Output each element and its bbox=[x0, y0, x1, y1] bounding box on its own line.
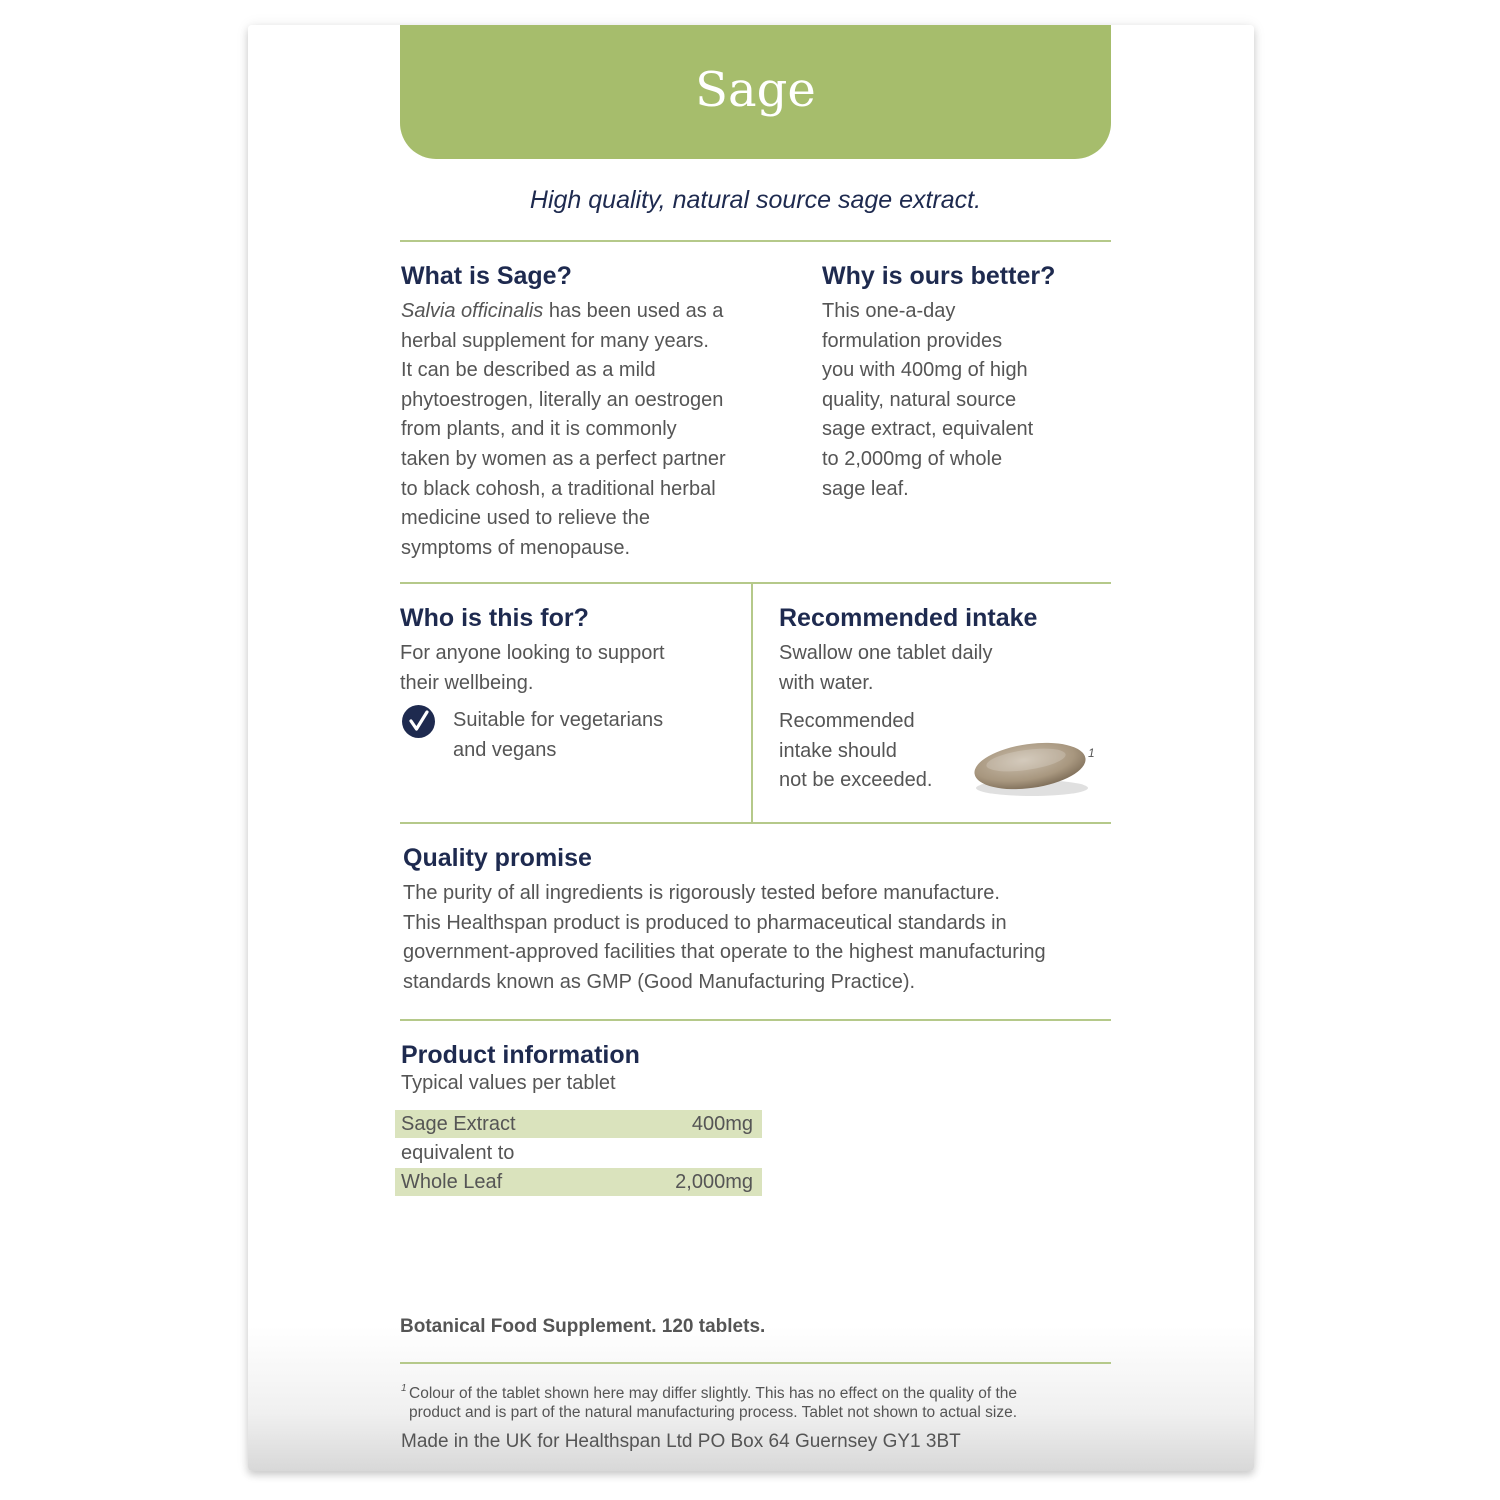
footnote-text bbox=[409, 1384, 1017, 1422]
quality-line: standards known as GMP (Good Manufacturing Practice). bbox=[403, 970, 916, 993]
divider bbox=[400, 582, 1111, 584]
what-is-text bbox=[401, 297, 726, 563]
quality-text bbox=[403, 879, 1046, 997]
row-label: equivalent to bbox=[401, 1142, 515, 1164]
intake-heading: Recommended intake bbox=[779, 604, 1038, 632]
why-better-line: to 2,000mg of whole bbox=[822, 447, 1003, 470]
what-is-line: taken by women as a perfect partner bbox=[401, 447, 726, 470]
manufacturer-address: Made in the UK for Healthspan Ltd PO Box 64 Guernsey GY1 3BT bbox=[401, 1431, 961, 1452]
tablet-image bbox=[968, 736, 1092, 805]
quality-line: government-approved facilities that operate to the highest manufacturing bbox=[403, 941, 1046, 964]
row-value: 400mg bbox=[691, 1113, 753, 1135]
row-label: Whole Leaf bbox=[401, 1171, 503, 1193]
what-is-line: from plants, and it is commonly bbox=[401, 418, 677, 441]
why-better-text bbox=[822, 297, 1033, 504]
vegetarian-badge-text bbox=[453, 706, 663, 765]
product-title: Sage bbox=[695, 62, 816, 118]
intake-warning-line: intake should bbox=[779, 739, 897, 762]
what-is-line: It can be described as a mild bbox=[401, 359, 656, 382]
table-row bbox=[395, 1139, 762, 1167]
intake-warning-line: Recommended bbox=[779, 710, 915, 732]
what-is-line: symptoms of menopause. bbox=[401, 536, 630, 559]
footnote-mark: 1 bbox=[401, 1383, 407, 1394]
checkmark-icon bbox=[402, 705, 435, 738]
latin-name: Salvia officinalis bbox=[401, 300, 544, 322]
divider bbox=[400, 822, 1111, 824]
footnote-line: Colour of the tablet shown here may differ slightly. This has no effect on the quality of the bbox=[409, 1385, 1018, 1402]
who-for-text bbox=[400, 639, 665, 698]
tagline: High quality, natural source sage extract. bbox=[529, 186, 982, 214]
who-for-line: their wellbeing. bbox=[400, 671, 534, 694]
divider bbox=[400, 1019, 1111, 1021]
footnote-line: product and is part of the natural manufacturing process. Tablet not shown to actual size. bbox=[409, 1404, 1018, 1421]
intake-text bbox=[779, 639, 992, 698]
why-better-heading: Why is ours better? bbox=[822, 262, 1056, 290]
vertical-divider bbox=[751, 583, 753, 823]
intake-line: Swallow one tablet daily bbox=[779, 642, 993, 664]
quality-heading: Quality promise bbox=[403, 844, 592, 872]
what-is-line-rest: has been used as a bbox=[543, 300, 724, 322]
intake-warning bbox=[779, 707, 932, 796]
what-is-line: phytoestrogen, literally an oestrogen bbox=[401, 388, 724, 411]
table-row bbox=[395, 1168, 762, 1196]
what-is-line: medicine used to relieve the bbox=[401, 507, 651, 530]
what-is-line bbox=[401, 297, 726, 327]
what-is-line: herbal supplement for many years. bbox=[401, 329, 709, 352]
why-better-line: This one-a-day bbox=[822, 300, 956, 322]
quality-line: This Healthspan product is produced to pharmaceutical standards in bbox=[403, 911, 1007, 934]
intake-warning-line: not be exceeded. bbox=[779, 769, 933, 792]
why-better-line: formulation provides bbox=[822, 329, 1003, 352]
table-row bbox=[395, 1110, 762, 1138]
product-info-subheading: Typical values per tablet bbox=[401, 1072, 616, 1094]
what-is-line: to black cohosh, a traditional herbal bbox=[401, 477, 716, 500]
intake-line: with water. bbox=[779, 671, 874, 694]
why-better-line: sage extract, equivalent bbox=[822, 418, 1034, 441]
who-for-heading: Who is this for? bbox=[400, 604, 589, 632]
header-band bbox=[400, 25, 1111, 159]
divider bbox=[400, 240, 1111, 242]
botanical-statement: Botanical Food Supplement. 120 tablets. bbox=[400, 1316, 766, 1337]
product-info-heading: Product information bbox=[401, 1041, 640, 1069]
why-better-line: sage leaf. bbox=[822, 477, 909, 500]
row-value: 2,000mg bbox=[675, 1171, 753, 1193]
why-better-line: quality, natural source bbox=[822, 388, 1017, 411]
badge-line: Suitable for vegetarians bbox=[453, 709, 664, 731]
divider bbox=[400, 1362, 1111, 1364]
row-label: Sage Extract bbox=[401, 1113, 516, 1135]
who-for-line: For anyone looking to support bbox=[400, 642, 665, 664]
what-is-heading: What is Sage? bbox=[401, 262, 572, 290]
why-better-line: you with 400mg of high bbox=[822, 359, 1028, 382]
tablet-footnote-mark: 1 bbox=[1088, 746, 1095, 760]
quality-line: The purity of all ingredients is rigorously tested before manufacture. bbox=[403, 882, 1000, 904]
badge-line: and vegans bbox=[453, 738, 557, 761]
